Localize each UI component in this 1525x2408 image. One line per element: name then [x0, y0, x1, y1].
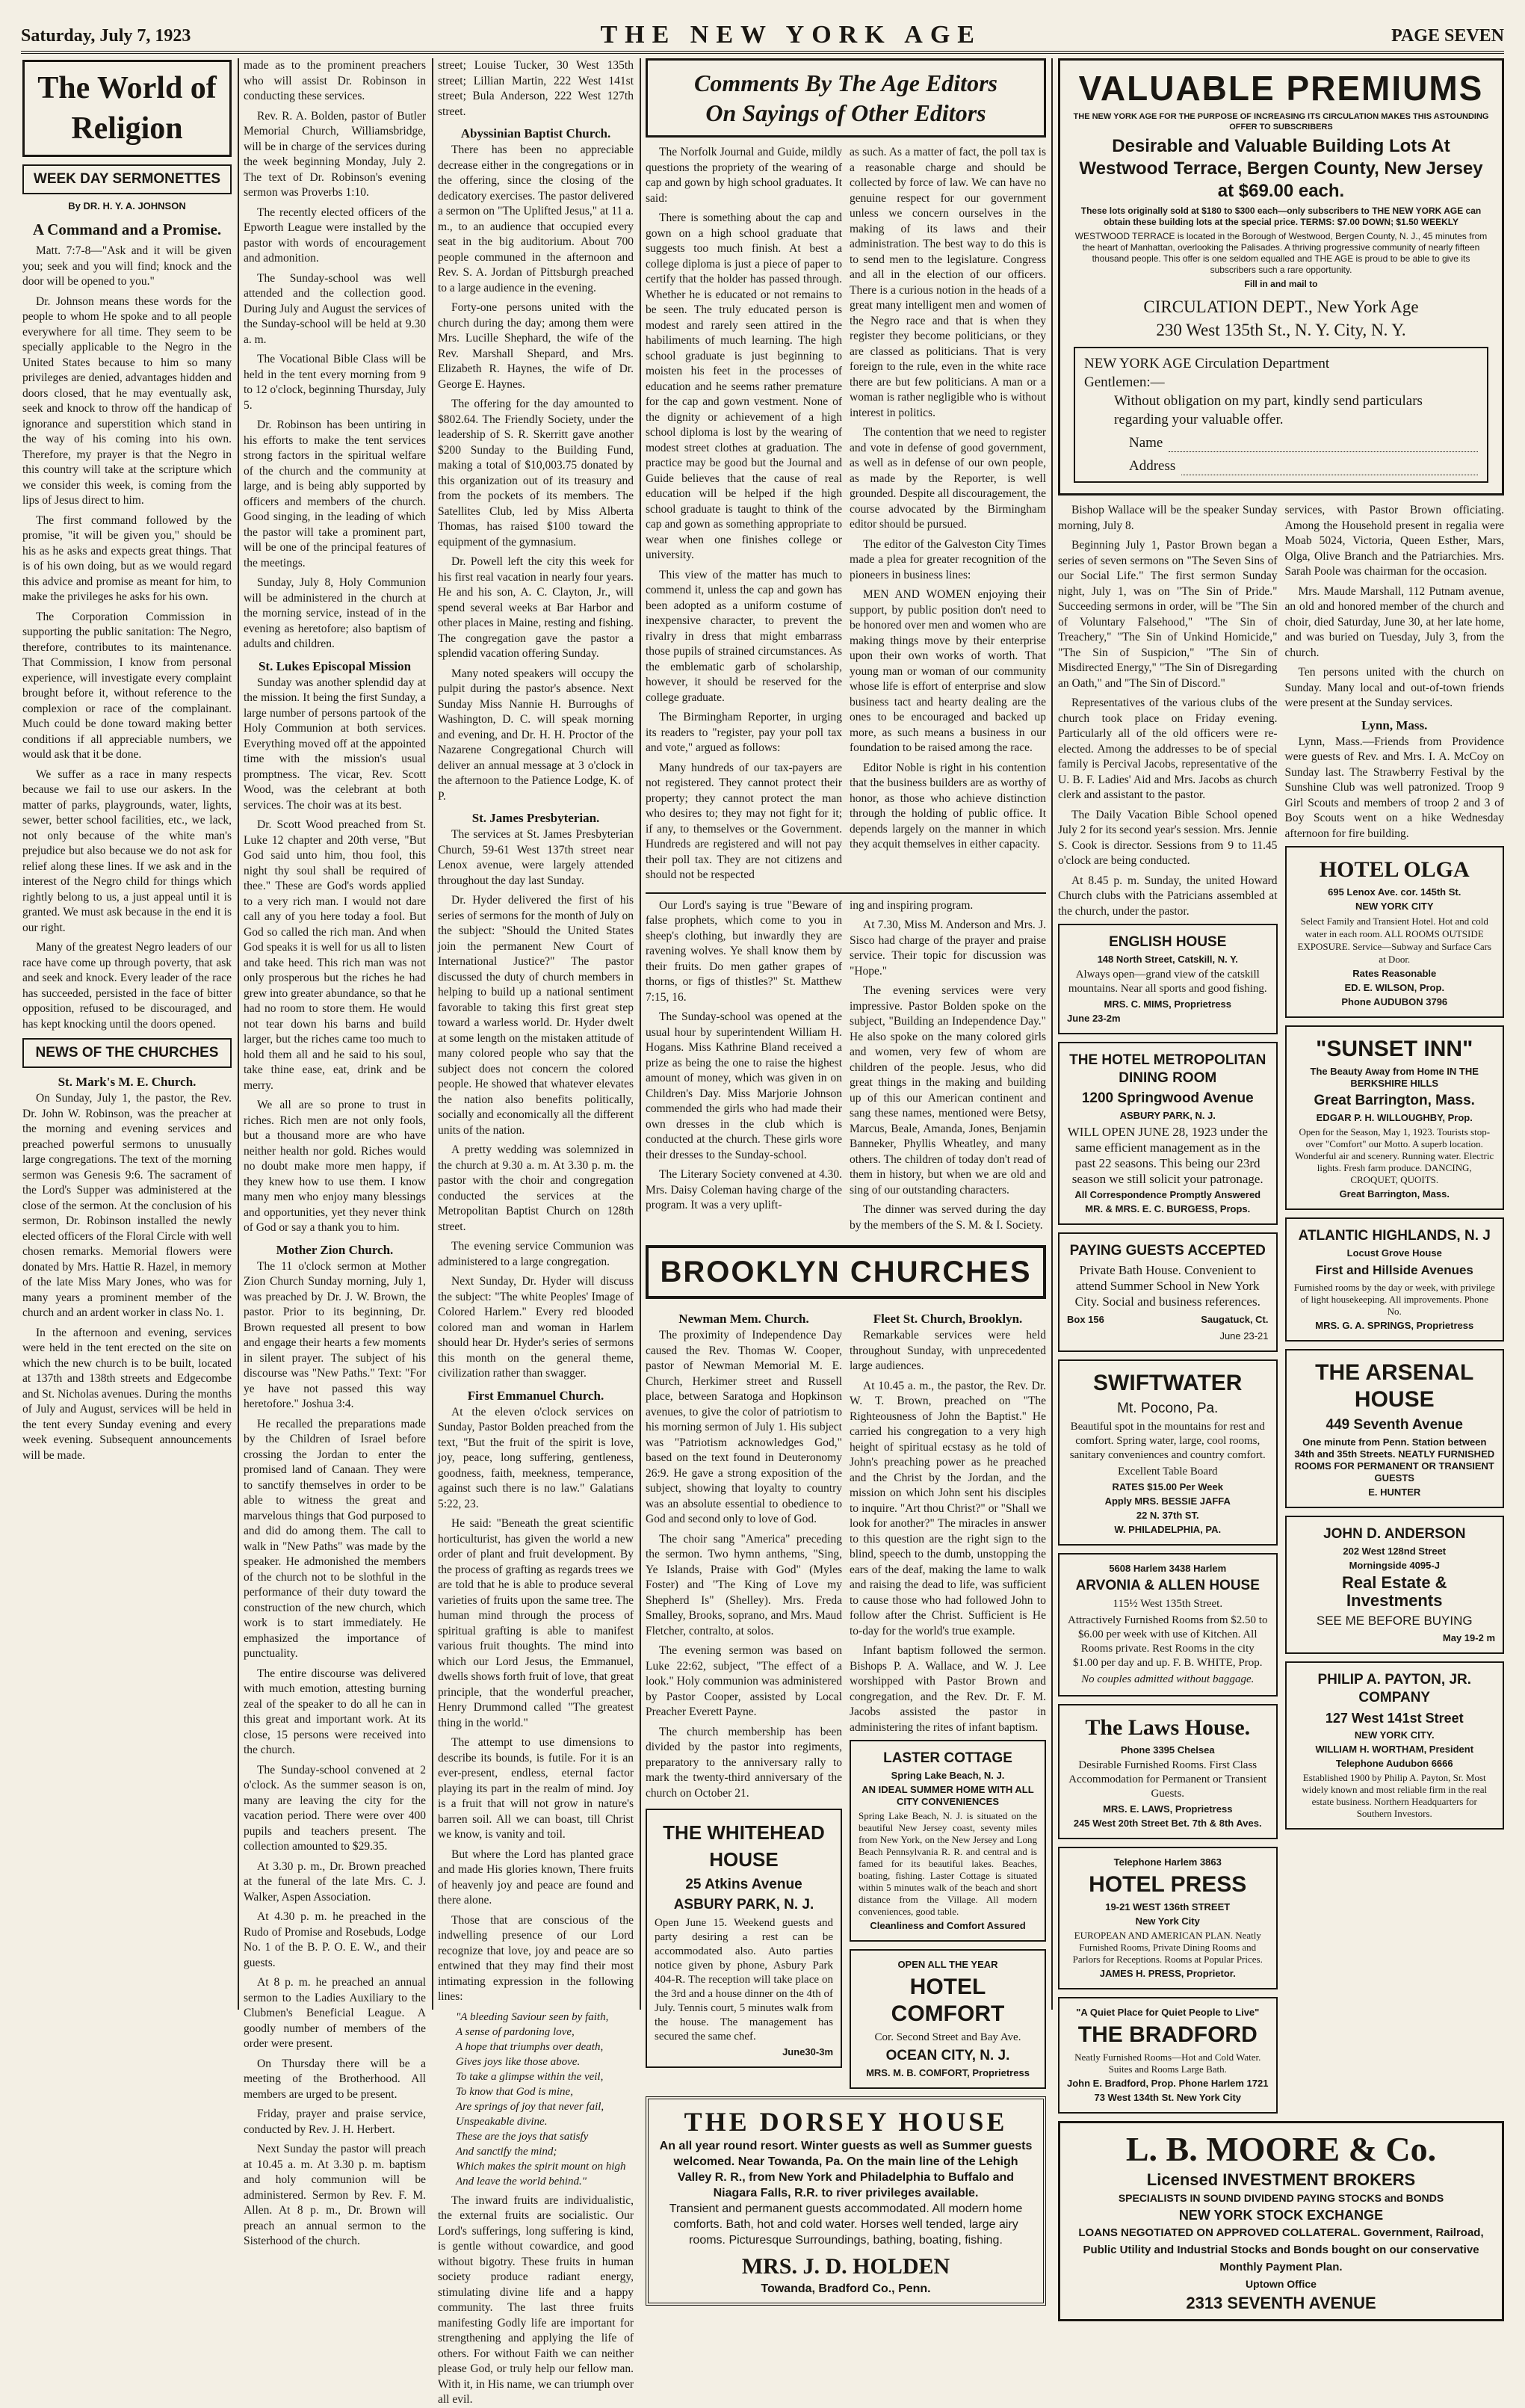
mother-zion-text: At 3.30 p. m., Dr. Brown preached at the funeral of the late Mrs. C. J. Walker, Aspen Association.: [244, 1859, 426, 1904]
first-emmanuel-text: The inward fruits are individualistic, the external fruits are socialistic. Our Lord's sufferings, long suffering is kind, is gentle without cowardice, and good without bigotry. These fruits in human society produce radiant energy, stimulating divine life and a happy community. The last three fruits manifesting Godly life are important for strengthening and applying the life of others. For without Faith we can neither please God, or truly help our fellow man. With it, in His name, we can triumph over all evil.: [438, 2194, 634, 2406]
church-news-text: Bishop Wallace will be the speaker Sunday morning, July 8.: [1058, 504, 1278, 532]
ad-body: Desirable Furnished Rooms. First Class Accommodation for Permanent or Transient Guests.: [1068, 1759, 1267, 1800]
ad-title: THE DORSEY HOUSE: [684, 2107, 1008, 2137]
ad-title: SWIFTWATER: [1093, 1371, 1243, 1395]
coupon-heading: NEW YORK AGE Circulation Department: [1084, 356, 1330, 371]
ad-specialty: SPECIALISTS IN SOUND DIVIDEND PAYING STOCKS and BONDS: [1118, 2192, 1444, 2204]
editorial-text: MEN AND WOMEN enjoying their support, by public position don't need to be honored over men and women who are making things move by their enterprise upon their own works of worth. That young man or woman of our community whose life is effort of enterprise and slow business tact and hearty dealing are the ones to be encouraged and backed up more, as such means a business in our foundation to be raised among the race.: [850, 588, 1046, 754]
verse-line: Unspeakable divine.: [456, 2115, 548, 2128]
emmanuel-continued: [646, 898, 1046, 1238]
abyssinian-text: The offering for the day amounted to $802.64. The Friendly Society, under the leadership of S. R. Skerritt gave another $200 Sunday to the Building Fund, making a total of $10,003.75 donated by this organization out of its treasury and from the pockets of its members. The Satellites Club, led by Miss Alberta Thomas, has raised $100 toward the equipment of the gymnasium.: [438, 398, 634, 549]
article-text: The evening services were very impressive. Pastor Bolden spoke on the subject, "Building an Independence Day." He also spoke on the many colored girls and women, very few of whom are children of the people. Jesus, who did great things in the making and building up of this our American continent and sang these names, mentioned were Betsy, Marcus, Beale, Amanda, Jones, Benjamin Banneker, Phyllis Wheatley, and many others. The children of today don't read of them in history, but when we are old and sing of our outstanding characters.: [850, 984, 1046, 1197]
article-text: The dinner was served during the day by the members of the S. M. & I. Society.: [850, 1203, 1046, 1232]
brooklyn-left: [646, 1305, 842, 2096]
verse-line: Gives joys like those above.: [456, 2055, 581, 2068]
page-number: PAGE SEVEN: [1391, 26, 1504, 46]
ads-left-column: [1058, 503, 1278, 2121]
verse-line: To know that God is mine,: [456, 2085, 573, 2098]
issue-date: Saturday, July 7, 1923: [21, 26, 191, 46]
fleet-text: Remarkable services were held throughout Sunday, with unprecedented large audiences.: [850, 1329, 1046, 1372]
hymn-verse: [456, 2010, 634, 2189]
ad-subtitle: Licensed INVESTMENT BROKERS: [1146, 2170, 1416, 2189]
article-text: The Literary Society convened at 4.30. Mrs. Daisy Coleman having charge of the program. It was a very uplift-: [646, 1168, 842, 1211]
ad-body: Open for the Season, May 1, 1923. Tourists stop-over "Comfort" our Motto. A superb location. Wonderful air and scenery. Running water. Electric lights. Fresh farm produce. DANCING, CROQUET, QUOITS.: [1295, 1126, 1494, 1185]
coupon-address-field[interactable]: [1181, 457, 1478, 475]
ad-address: 115½ West 135th Street.: [1113, 1598, 1223, 1610]
ad-body: EUROPEAN AND AMERICAN PLAN. Neatly Furnished Rooms, Private Dining Rooms and Parlors for Receptions. Rooms at Popular Prices.: [1072, 1930, 1263, 1965]
ad-arvonia-allen: [1058, 1553, 1278, 1697]
ad-proprietor: EDGAR P. H. WILLOUGHBY, Prop.: [1316, 1112, 1473, 1123]
st-marks-heading: St. Mark's M. E. Church.: [58, 1075, 197, 1089]
editorial-right: [850, 145, 1046, 888]
ad-city: NEW YORK CITY.: [1354, 1729, 1435, 1741]
ad-city: OCEAN CITY, N. J.: [885, 2048, 1010, 2063]
coupon-address-row: [1084, 457, 1478, 475]
ad-note: No couples admitted without baggage.: [1081, 1673, 1255, 1685]
ad-address: Great Barrington, Mass.: [1339, 1188, 1450, 1200]
newman-text: The choir sang "America" preceding the sermon. Two hymn anthems, "Sing, Ye Islands, Praise with God" (Myles Foster) and "The King of Love my Shepherd Is" (Shelley). Mrs. Freda Smalley, Brooks, soprano, and Mrs. Maud Fletcher, contralto, at solos.: [646, 1532, 842, 1637]
ad-title: LASTER COTTAGE: [883, 1750, 1012, 1766]
editorial-text: There is something about the cap and gown on a high school graduate that suggests too much finish. At best a college diploma is just a piece of paper to certify that the holder has passed through. Whether he is educated or not remains to be seen. The truly educated person is modest and rarely seen attired in the habiliments of much learning. The high school graduate is just beginning to moisten his feet in the processes of education and he seems rather premature for the cap and gown vestment. None of the dignity or achievement of a high school diploma is lost by the wearing of modest street clothes at graduation. The practice may be good but the Journal and Guide believes that the cause of real education will be helped if the high school graduate is taught to think of the cap and gown as something appropriate to wear when one finishes college or university.: [646, 212, 842, 561]
abyssinian-text: Many noted speakers will occupy the pulpit during the pastor's absence. Next Sunday Miss Nannie H. Burroughs of Washington, D. C. will speak morning and evening, and Dr. H. H. Proctor of the Nazarene Congregational Church will deliver an annual message at 3 o'clock in the afternoon to the Patience Lodge, K. of P.: [438, 667, 634, 803]
newman-text: The church membership has been divided by the pastor into regiments, preparatory to the anniversary rally to mark the twenty-third anniversary of the church on October 21.: [646, 1725, 842, 1800]
ad-proprietor: MRS. G. A. SPRINGS, Proprietress: [1315, 1320, 1474, 1331]
ad-title: THE WHITEHEAD HOUSE: [663, 1821, 825, 1871]
column-5: [1058, 58, 1504, 2312]
editorial-title-line: Comments By The Age Editors: [694, 70, 997, 96]
ad-proprietor: E. HUNTER: [1368, 1487, 1421, 1498]
sermon-paragraph: We suffer as a race in many respects because we fail to use our askers. In the matter of parks, playgrounds, water, lights, sewer, better school facilities, etc., we lack, not only because of the white man's prejudice but also because we do not ask for relief along these lines. If we ask and in the interest of the Negro child for things which rightly belong to us, a just appeal until it is granted. We must ask because in the end it is our right.: [22, 768, 232, 934]
ad-phone: Telephone Audubon 6666: [1335, 1758, 1453, 1769]
ad-city: Saugatuck, Ct.: [1201, 1314, 1269, 1325]
article-text: Sunday, July 8, Holy Communion will be administered in the church at the morning service, instead of in the evening as heretofore; also baptism of adults and children.: [244, 576, 426, 650]
ad-title: HOTEL PRESS: [1089, 1872, 1247, 1897]
subscription-coupon[interactable]: [1074, 347, 1488, 483]
st-marks-text: In the afternoon and evening, services were held in the tent erected on the site on which the new church is to be built, located at 137th and 138th streets and Edgecombe and St. Nicholas avenues. During the months of July and August, services will be held in the tent every Sunday evening and every week evening. Subsequent announcements will be made.: [22, 1326, 232, 1462]
ad-address: 245 West 20th Street Bet. 7th & 8th Aves.: [1073, 1818, 1262, 1829]
ad-dateline: May 19-2 m: [1442, 1632, 1495, 1643]
coupon-greeting: Gentlemen:—: [1084, 374, 1165, 390]
ad-body: Open June 15. Weekend guests and party desiring a rest can be accommodated also. Auto parties notice given by phone, Asbury Park 404-R. The reception will take place on the 3rd and a house dinner on the 4th of July. Tennis court, 5 minutes walk from the house. The management has secured the same chef.: [655, 1917, 833, 2043]
ad-city: ASBURY PARK, N. J.: [673, 1897, 814, 1912]
ad-address: First and Hillside Avenues: [1315, 1263, 1473, 1277]
fleet-text: At 10.45 a. m., the pastor, the Rev. Dr. W. T. Brown, preached on "The Righteousness of John the Baptist." He carried his congregation to a very high height of spiritual ecstasy as he told of John's preaching power as he preached and the Christ by the Jordan, and the mission on which John sent his disciples to inquire. "Art thou Christ?" or "Shall we look for another?" The miracles in answer to this question are the right sign to the blind, speech to the dumb, unstopping the ears of the deaf, making the lame to walk and raising the dead to life, was sufficient to cause those who had followed John to follow after the Christ. Sufficient is He to-day for the world's true example.: [850, 1379, 1046, 1637]
ad-proprietor: JAMES H. PRESS, Proprietor.: [1099, 1968, 1236, 1979]
ad-address: 127 West 141st Street: [1325, 1711, 1464, 1726]
mother-zion-text: At 8 p. m. he preached an annual sermon to the Ladies Auxiliary to the Clubmen's Beneficial League. A goodly number of members of the order were present.: [244, 1976, 426, 2050]
sermonettes-byline: By DR. H. Y. A. JOHNSON: [68, 200, 186, 212]
emmanuel-left: [646, 898, 842, 1238]
ad-caption: These lots originally sold at $180 to $300 each—only subscribers to THE NEW YORK AGE can obtain these building lots at the special price. TERMS: $7.00 DOWN; $1.50 WEEKLY: [1080, 206, 1482, 227]
st-james-text: The evening service Communion was administered to a large congregation.: [438, 1240, 634, 1268]
ad-circulation-address: 230 West 135th St., N. Y. City, N. Y.: [1156, 321, 1406, 339]
st-james-text: Next Sunday, Dr. Hyder will discuss the subject: "The white Peoples' Image of Colored Harlem." Every red blooded colored man and woman in Harlem should hear Dr. Hyder's series of sermons this month on the general theme, civilization rather than swagger.: [438, 1275, 634, 1380]
ad-title: PHILIP A. PAYTON, JR. COMPANY: [1317, 1672, 1472, 1705]
ad-bradford: [1058, 1997, 1278, 2114]
ad-dorsey-house: [646, 2096, 1046, 2306]
st-lukes-text: Sunday was another splendid day at the mission. It being the first Sunday, a large number of persons partook of the Holy Communion at both services. Everything moved off at the appointed time with the mission's usual promptness. The vicar, Rev. Scott Wood, was the celebrant at both services. The choir was at its best.: [244, 676, 426, 812]
ad-place: Spring Lake Beach, N. J.: [891, 1770, 1005, 1781]
ads-right-column: [1285, 503, 1505, 2121]
article-text: Rev. R. A. Bolden, pastor of Butler Memorial Church, Williamsbridge, will be in charge of the services during the week beginning Monday, July 2. The text of Dr. Robinson's evening sermon was Proverbs 1:10.: [244, 109, 426, 199]
ad-phone: Morningside 4095-J: [1349, 1560, 1440, 1571]
ad-proprietor: John E. Bradford, Prop. Phone Harlem 1721: [1067, 2078, 1269, 2089]
ad-dateline: June 23-2m: [1067, 1013, 1121, 1024]
emmanuel-right: [850, 898, 1046, 1238]
article-text: Our Lord's saying is true "Beware of false prophets, which come to you in sheep's clothing, but inwardly they are ravening wolves. Ye shall know them by their fruits. Do men gather grapes of thorns, or figs of thistles?" St. Matthew 7:15, 16.: [646, 898, 842, 1004]
column-3: [438, 58, 634, 2406]
ad-payton-company: [1285, 1661, 1505, 1830]
church-news-heading: NEWS OF THE CHURCHES: [22, 1038, 232, 1068]
divider: [646, 892, 1046, 894]
editorial-heading: [646, 58, 1046, 138]
newman-heading: Newman Mem. Church.: [678, 1312, 809, 1326]
ad-body: LOANS NEGOTIATED ON APPROVED COLLATERAL. Government, Railroad, Public Utility and Industrial Stocks and Bonds bought on our conservative Monthly Payment Plan.: [1078, 2226, 1484, 2273]
ad-footer: Cleanliness and Comfort Assured: [870, 1920, 1026, 1931]
verse-line: To take a glimpse within the veil,: [456, 2070, 604, 2083]
ad-title: PAYING GUESTS ACCEPTED: [1069, 1243, 1266, 1259]
fleet-heading: Fleet St. Church, Brooklyn.: [873, 1312, 1023, 1326]
ad-body: Attractively Furnished Rooms from $2.50 to $6.00 per week with use of Kitchen. All Rooms private. Rest Rooms in the city $1.00 per day and up. F. B. WHITE, Prop.: [1068, 1614, 1268, 1669]
editorial-text: The Norfolk Journal and Guide, mildly questions the propriety of the wearing of cap and gown by high school graduates. It said:: [646, 146, 842, 205]
ad-phone: Telephone Harlem 3863: [1113, 1856, 1222, 1868]
mother-zion-text: The Sunday-school convened at 2 o'clock. As the summer season is on, many are leaving the city for the vacation period. There were over 400 pupils and teachers present. The collection amounted to $29.35.: [244, 1763, 426, 1853]
mother-zion-text: He recalled the preparations made by the Children of Israel before crossing the Jordan to enter the promised land of Canaan. They were to sanctify themselves in order to be able to witness the great and marvelous things that God purposed to and did do among them. The call to walk in "New Paths" was made by the speaker. He admonished the members of the church not to be slothful in the performance of their duty toward the construction of the new church, which work is to start immediately. He emphasized the importance of punctuality.: [244, 1417, 426, 1660]
church-news-text: Mrs. Maude Marshall, 112 Putnam avenue, an old and honored member of the church and choir, died Saturday, June 30, at her late home, and was buried on Tuesday, July 3, from the church.: [1284, 584, 1504, 659]
st-james-heading: St. James Presbyterian.: [471, 811, 600, 825]
ad-address: Cor. Second Street and Bay Ave.: [874, 2031, 1021, 2043]
ad-phones: 5608 Harlem 3438 Harlem: [1109, 1563, 1227, 1574]
article-text: The Sunday-school was well attended and the collection good. During July and August the services of the Sunday-school will be held at 9.30 a. m.: [244, 271, 426, 346]
ad-apply: Apply MRS. BESSIE JAFFA: [1104, 1495, 1231, 1507]
ads-lower: [1058, 503, 1504, 2121]
church-news-text: At 8.45 p. m. Sunday, the united Howard Church clubs with the Patricians assembled at the church, under the pastor.: [1058, 874, 1278, 918]
article-text: The recently elected officers of the Epworth League were installed by the pastor with words of encouragement and admonition.: [244, 206, 426, 265]
ad-circulation: CIRCULATION DEPT., New York Age: [1143, 297, 1419, 316]
ad-office: Uptown Office: [1246, 2278, 1317, 2290]
sermon-paragraph: Matt. 7:7-8—"Ask and it will be given you; seek and you will find; knock and the door will be opened to you.": [22, 244, 232, 288]
ad-title: "SUNSET INN": [1316, 1037, 1473, 1061]
first-emmanuel-heading: First Emmanuel Church.: [467, 1388, 604, 1403]
church-news-text: Representatives of the various clubs of the church took place on Friday evening. Particularly all of the old officers were re-elected. Among the addresses to be of special family is Percival Jacobs, representative of the U. B. F. Ladies' Aid and Mrs. Jacobs as church clerk and assistant to the pastor.: [1058, 697, 1278, 801]
ad-address: 2313 SEVENTH AVENUE: [1186, 2294, 1376, 2312]
brooklyn-columns: [646, 1305, 1046, 2096]
ad-proprietor: ED. E. WILSON, Prop.: [1344, 982, 1445, 993]
verse-line: "A bleeding Saviour seen by faith,: [456, 2010, 609, 2023]
ad-city: New York City: [1135, 1915, 1200, 1927]
first-emmanuel-text: He said: "Beneath the great scientific horticulturist, has given the world a new order of plant and fruit development. By the process of grafting as regards trees we are told that he is able to produce several varieties of fruits upon the same tree. The human mind through the process of spiritual grafting is able to manifest various fruit thoughts. The mind into which our Lord Jesus, the Emmanuel, dwells shows forth fruit of love, that great principle, that the wonderful preacher, Henry Drummond called "The greatest thing in the world.": [438, 1517, 634, 1729]
ad-city: Great Barrington, Mass.: [1314, 1093, 1475, 1108]
masthead: [21, 10, 1504, 54]
newspaper-title: THE NEW YORK AGE: [600, 21, 982, 49]
ad-body: One minute from Penn. Station between 34th and 35th Streets. NEATLY FURNISHED ROOMS FOR PERMANENT OR TRANSIENT GUESTS: [1294, 1436, 1495, 1484]
verse-line: A sense of pardoning love,: [456, 2025, 575, 2038]
editorial-text: The contention that we need to register and vote in defense of good government, as well as in defense of our own people, as made by the Reporter, is well grounded. Despite all discouragement, the course advocated by the Birmingham editor should be pursued.: [850, 426, 1046, 531]
first-emmanuel-text: Those that are conscious of the indwelling presence of our Lord recognize that love, joy and peace are so entwined that they may find their most intimating expression in the following lines:: [438, 1913, 634, 2003]
column-rule: [640, 58, 641, 2010]
ad-dateline: June30-3m: [782, 2046, 833, 2057]
coupon-body: Without obligation on my part, kindly send particulars regarding your valuable offer.: [1114, 393, 1423, 427]
abyssinian-text: Dr. Powell left the city this week for his first real vacation in nearly four years. He and his son, A. C. Clayton, Jr., will spend several weeks at Bar Harbor and other places in Maine, resting and fishing. The congregation gave the pastor a splendid vacation offering Sunday.: [438, 555, 634, 660]
ad-body: Established 1900 by Philip A. Payton, Sr. Most widely known and most reliable firm in the real estate business. Northern Headquarters for Southern Investors.: [1302, 1772, 1488, 1819]
newman-text: The proximity of Independence Day caused the Rev. Thomas W. Cooper, pastor of Newman Memorial M. E. Church, Herkimer street and Russell place, between Saratoga and Hopkinson avenues, to give the color of patriotism to his morning sermon of July 1. His subject was "Patriotism acknowledges God," based on the text found in Deuteronomy 26:9. He gave a strong exposition of the subject, showing that loyalty to country was an absolute essential to obedience to God and second only to love of God.: [646, 1329, 842, 1525]
church-news-text: Beginning July 1, Pastor Brown began a series of seven sermons on "The Seven Sins of our Social Life." The first sermon Sunday night, July 1, was on "The Sin of Pride." Succeeding sermons in order, will be "The Sin of Voluntary Falsehood," "The Sin of Treachery," "The Sin of Unkind Homicide," "The Sin of Suspicion," "The Sin of Misdirected Energy," "The Sin of Disregarding an Oath," and "The Sin of Discord.": [1058, 539, 1278, 690]
sermonettes-heading: WEEK DAY SERMONETTES: [22, 164, 232, 194]
ad-body: An all year round resort. Winter guests as well as Summer guests welcomed. Near Towanda, Pa. On the main line of the Lehigh Valley R. R., from New York and Philadelphia to Buffalo and Niagara Falls, R.R. to river privileges available.: [659, 2140, 1033, 2199]
article-text: The Sunday-school was opened at the usual hour by superintendent William H. Hogans. Miss Kathrine Bland received a prize as being the one to raise the highest amount of money, which was given in on Children's Day. Miss Marjorie Johnson commended the girls who had made their own dresses in the club which is conducted at the church. These girls wore their dresses to the Sunday-school.: [646, 1010, 842, 1161]
ad-footer: Towanda, Bradford Co., Penn.: [761, 2282, 931, 2295]
editorial-columns: [646, 145, 1046, 888]
editorial-title-line: On Sayings of Other Editors: [705, 99, 986, 126]
ad-title: THE HOTEL METROPOLITAN DINING ROOM: [1069, 1052, 1266, 1086]
column-2: [244, 58, 426, 2247]
ad-body: Spring Lake Beach, N. J. is situated on the beautiful New Jersey coast, seventy miles from New York, on the New Jersey and Long Beach Pennsylvania R. R. and central and is famed for its beautiful lakes. Beaches, boating, fishing. Laster Cottage is situated within 5 minutes walk of the beach and short distance from the Village. All modern conveniences, good table.: [859, 1810, 1037, 1917]
column-1: [22, 58, 232, 2009]
ad-address: 25 Atkins Avenue: [685, 1877, 802, 1892]
verse-line: These are the joys that satisfy: [456, 2130, 589, 2143]
ad-hotel-press: [1058, 1847, 1278, 1989]
mother-zion-text: The 11 o'clock sermon at Mother Zion Church Sunday morning, July 1, was preached by Dr. J. W. Brown, the pastor. Prior to its beginning, Dr. Brown requested all present to bow and engage their hearts a few moments in silent prayer. The subject of his discourse was "New Paths." Text: "For ye have not passed this way heretofore." Joshua 3:4.: [244, 1259, 426, 1410]
first-emmanuel-text: At the eleven o'clock services on Sunday, Pastor Bolden preached from the text, "But the fruit of the spirit is love, joy, peace, long suffering, gentleness, goodness, faith, meekness, temperance, against such there is no law." Galatians 5:22, 23.: [438, 1405, 634, 1510]
st-lukes-text: Dr. Scott Wood preached from St. Luke 12 chapter and 20th verse, "But God said unto him, thou fool, this night thy soul shall be required of thee." These are God's words applied to a very rich man. I would not dare call any of you here today a fool. But God so called the rich man. And when God speaks it is well for us all to listen and take heed. This rich man was not only prosperous but the riches he had grew into greater abundance, so that he had no room to store them. He would not tear down his barns and build larger, but the riches came too much to hold them all and he said to his soul, take thine ease, eat, drink and be merry.: [244, 818, 426, 1092]
fleet-text: Infant baptism followed the sermon. Bishops P. A. Wallace, and W. J. Lee worshipped with Pastor Brown and congregation, and the Rev. Dr. F. M. Jacobs assisted the pastor in administering the rites of infant baptism.: [850, 1644, 1046, 1734]
ad-address: 22 N. 37th ST.: [1136, 1510, 1199, 1521]
brooklyn-churches-heading: BROOKLYN CHURCHES: [646, 1245, 1046, 1299]
st-james-text: Dr. Hyder delivered the first of his series of sermons for the month of July on the subject: "Should the United States join the permanent New Court of International Justice?" The pastor discussed the duty of church members in helping to build up a national sentiment favorable to taking this first great step toward a warless world. Dr. Hyder dwelt at some length on the mistaken attitude of many colored people who say that the subject does not concern the colored people. He showed that whatever elevates the nation also benefits politically, socially and economically all the different units of the nation.: [438, 894, 634, 1137]
ad-title: JOHN D. ANDERSON: [1323, 1526, 1466, 1542]
st-james-text: A pretty wedding was solemnized in the church at 9.30 a. m. At 3.30 p. m. the pastor with the choir and congregation conducted the services at the Metropolitan Baptist Church on 128th street.: [438, 1143, 634, 1233]
ad-body: Always open—grand view of the catskill mountains. Near all sports and good fishing.: [1068, 969, 1267, 995]
ad-swiftwater: [1058, 1359, 1278, 1546]
first-emmanuel-text: But where the Lord has planted grace and made His glories known, There fruits of heavenly joy and peace are found and there alone.: [438, 1847, 634, 1907]
mother-zion-text: Friday, prayer and praise service, conducted by Rev. J. H. Herbert.: [244, 2108, 426, 2136]
ad-laws-house: [1058, 1704, 1278, 1839]
ad-laster-cottage: [850, 1740, 1046, 1942]
ad-body: Furnished rooms by the day or week, with privilege of light housekeeping. All improvements. Phone No.: [1293, 1282, 1495, 1317]
article-text: made as to the prominent preachers who will assist Dr. Robinson in conducting these services.: [244, 59, 426, 102]
ad-rates: Rates Reasonable: [1352, 968, 1437, 979]
verse-line: And leave the world behind.": [456, 2175, 587, 2188]
ad-address: 695 Lenox Ave. cor. 145th St.: [1328, 886, 1461, 898]
abyssinian-text: Forty-one persons united with the church during the day; among them were Mrs. Lucille Shephard, the wife of the Rev. Marshall Shepard, and Mrs. Elizabeth R. Haynes, the wife of Dr. George E. Haynes.: [438, 301, 634, 391]
church-news-text: Ten persons united with the church on Sunday. Many local and out-of-town friends were present at the Sunday services.: [1284, 666, 1504, 709]
sermon-paragraph: The Corporation Commission in supporting the public sanitation: The Negro, therefore, contributes to its maintenance. That Commission, I know from personal experience, will investigate every complaint brought before it, without reference to the complexion or race of the complainant. Much could be done toward making better conditions if all appreciable numbers, we would ask that it be done.: [22, 610, 232, 761]
editorial-text: Many hundreds of our tax-payers are not registered. They cannot protect their property; they cannot protect the man who desires to; they may not fight for it; if any, to themselves or the Government. Hundreds are registered and will not pay their poll tax. They are not citizens and should not be respected: [646, 761, 842, 881]
sermon-paragraph: The first command followed by the promise, "it will be given you," should be his as he asks and expects great things. That is of his own doing, but as we would regard this advice and promise as meant for him, to make the privileges he asks for his own.: [22, 513, 232, 603]
ad-hotel-metropolitan: [1058, 1042, 1278, 1225]
ad-caption: THE NEW YORK AGE FOR THE PURPOSE OF INCREASING ITS CIRCULATION MAKES THIS ASTOUNDING OFFER TO SUBSCRIBERS: [1073, 112, 1489, 132]
ad-paying-guests: [1058, 1232, 1278, 1352]
ad-address: 148 North Street, Catskill, N. Y.: [1097, 954, 1238, 965]
abyssinian-text: There has been no appreciable decrease either in the congregations or in the offering, since the closing of the dedicatory exercises. The pastor delivered a sermon on "The Uplifted Jesus," at 11 a. m., to an audience that occupied every seat in the big auditorium. About 700 people communed in the afternoon and Rev. S. A. Jordan of Pittsburgh preached to a large audience in the evening.: [438, 143, 634, 294]
brooklyn-right: [850, 1305, 1046, 2096]
ad-address: 449 Seventh Avenue: [1326, 1417, 1463, 1433]
ad-proprietor: MRS. M. B. COMFORT, Proprietress: [866, 2067, 1030, 2078]
ad-title: HOTEL COMFORT: [891, 1975, 1005, 2026]
first-emmanuel-text: The attempt to use dimensions to describe its bounds, is futile. For it is an ever-present, endless, eternal factor playing its part in the realm of mind. Joy is a fruit that will not grow in nature's barren soil. All we can boast, till Christ we know, is vanity and toil.: [438, 1736, 634, 1841]
ad-box: Box 156: [1067, 1314, 1104, 1325]
column-rule: [1051, 58, 1053, 2010]
ad-tagline: SEE ME BEFORE BUYING: [1316, 1614, 1473, 1628]
article-text: The Vocational Bible Class will be held in the tent every morning from 9 to 12 o'clock, beginning Thursday, July 5.: [244, 353, 426, 412]
ad-president: WILLIAM H. WORTHAM, President: [1315, 1744, 1474, 1755]
religion-section-title: The World of Religion: [22, 60, 232, 157]
st-lukes-text: We all are so prone to trust in riches. Rich men are not only fools, but a thousand more are who have neither health nor gold. Riches would no doubt make more men happy, if they knew how to use them. I know many men who enjoy many blessings and opportunities, yet they never think of God or say a thank you to him.: [244, 1099, 426, 1234]
article-text: Dr. Robinson has been untiring in his efforts to make the tent services strong factors in the spiritual welfare of the church and the community at large, and is being ably supported by officers and members of the church. Good singing, in the leading of which the pastor will take a prominent part, will be one of the principal features of the meetings.: [244, 419, 426, 569]
church-news-text: services, with Pastor Brown officiating. Among the Household present in regalia were Moab 5024, Victoria, Queen Esther, Mars, Olga, Olive Branch and the Patriarchies. Mrs. Sarah Poole was chairman for the occasion.: [1284, 504, 1504, 578]
ad-title: ATLANTIC HIGHLANDS, N. J: [1298, 1228, 1491, 1244]
st-marks-text: On Sunday, July 1, the pastor, the Rev. Dr. John W. Robinson, was the preacher at the morning and evening services and preached powerful sermons to unusually large congregations. The text of the morning sermon was Genesis 9:6. The sacrament of the Lord's Supper was administered at the close of the sermon. At the conclusion of his sermon, Dr. Robinson installed the newly elected officers of the Floral Circle with well chosen remarks. Memorial flowers were donated by Mrs. Hattie R. Hazel, in memory of the late Miss Mary Jones, who was for many years a prominent member of the church and an ardent worker in class No. 1.: [22, 1092, 232, 1319]
ad-caption: WESTWOOD TERRACE is located in the Borough of Westwood, Bergen County, N. J., 45 minutes from the heart of Manhattan, overlooking the Palisades. A thriving progressive community of nearly fifteen thousand people. This offer is one seldom equalled and THE AGE is proud to be able to give its subscribers such a rare opportunity.: [1074, 231, 1488, 275]
ad-business: Real Estate & Investments: [1341, 1573, 1447, 1610]
verse-line: A hope that triumphs over death,: [456, 2040, 604, 2053]
verse-line: And sanctify the mind;: [456, 2145, 557, 2158]
ad-open-notice: OPEN ALL THE YEAR: [897, 1959, 998, 1970]
ad-address: 202 West 128nd Street: [1343, 1546, 1447, 1557]
ad-valuable-premiums: [1058, 58, 1504, 496]
coupon-name-label: Name: [1129, 435, 1163, 451]
ad-atlantic-highlands: [1285, 1217, 1505, 1342]
coupon-address-label: Address: [1129, 458, 1176, 474]
ad-rates: RATES $15.00 Per Week: [1112, 1481, 1223, 1492]
sermon-heading: A Command and a Promise.: [32, 220, 222, 238]
editorial-text: The Birmingham Reporter, in urging its readers to "register, pay your poll tax and vote," argued as follows:: [646, 711, 842, 754]
article-text: At 7.30, Miss M. Anderson and Mrs. J. Sisco had charge of the prayer and praise service. Their topic for discussion was "Hope.": [850, 919, 1046, 978]
sermon-paragraph: Many of the greatest Negro leaders of our race have come up through poverty, that ask and seek and knock. Every leader of the race has succeeded, persisted in the face of bitter opposition, refused to be discouraged, and has kept knocking until the doors opened.: [22, 941, 232, 1031]
ad-arsenal-house: [1285, 1349, 1505, 1508]
ad-hotel-comfort: [850, 1949, 1046, 2089]
ad-title: L. B. MOORE & Co.: [1125, 2130, 1437, 2168]
ad-city: W. PHILADELPHIA, PA.: [1114, 1524, 1222, 1535]
church-news-text: The Daily Vacation Bible School opened July 2 for its second year's session. Mrs. Jennie S. Cook is director. Sessions from 9 to 11.45 o'clock are being conducted.: [1058, 808, 1278, 867]
ad-address: 19-21 WEST 136th STREET: [1105, 1901, 1231, 1912]
article-text: street; Louise Tucker, 30 West 135th street; Lillian Martin, 222 West 141st street; Bula Anderson, 222 West 127th street.: [438, 59, 634, 118]
ad-title: ENGLISH HOUSE: [1109, 934, 1227, 950]
editorial-text: The editor of the Galveston City Times made a plea for greater recognition of the pioneers in business lines:: [850, 537, 1046, 581]
verse-line: Which makes the spirit mount on high: [456, 2160, 626, 2173]
mother-zion-text: The entire discourse was delivered with much emotion, attesting burning zeal of the speaker to do all he can in this great and important work. At its close, 15 persons were received into the church.: [244, 1667, 426, 1756]
ad-sunset-inn: [1285, 1025, 1505, 1210]
mother-zion-heading: Mother Zion Church.: [276, 1242, 394, 1257]
ad-body: Neatly Furnished Rooms—Hot and Cold Water. Suites and Rooms Large Bath.: [1074, 2052, 1261, 2075]
ad-body: WILL OPEN JUNE 28, 1923 under the same efficient management as in the past 22 seasons. This being our 23rd season we still solicit your patronage.: [1067, 1125, 1268, 1186]
ad-phone: Phone 3395 Chelsea: [1120, 1744, 1215, 1756]
newman-text: The evening sermon was based on Luke 22:62, subject, "The effect of a look." Holy communion was administered by Pastor Cooper, assisted by Local Preacher Everett Payne.: [646, 1644, 842, 1718]
ad-tagline: AN IDEAL SUMMER HOME WITH ALL CITY CONVENIENCES: [862, 1784, 1034, 1807]
mother-zion-text: At 4.30 p. m. he preached in the Rudo of Promise and Rosebuds, Lodge No. 1 of the B. P. O. E. W., and their guests.: [244, 1910, 426, 1969]
st-lukes-heading: St. Lukes Episcopal Mission: [258, 658, 412, 673]
ad-phone: Phone AUDUBON 3796: [1341, 996, 1448, 1007]
st-james-text: The services at St. James Presbyterian Church, 59-61 West 137th street near Lenox avenue, were largely attended throughout the day last Sunday.: [438, 828, 634, 887]
ad-body: Select Family and Transient Hotel. Hot and cold water in each room. ALL ROOMS OUTSIDE EXPOSURE. Service—Subway and Surface Cars at Door.: [1297, 916, 1492, 965]
ad-exchange: NEW YORK STOCK EXCHANGE: [1178, 2208, 1384, 2223]
ad-proprietor: MRS. C. MIMS, Proprietress: [1104, 998, 1231, 1010]
ad-place: Mt. Pocono, Pa.: [1117, 1401, 1219, 1416]
ad-body: Beautiful spot in the mountains for rest and comfort. Spring water, large, cool rooms, sanitary conveniences and country comfort.: [1069, 1421, 1266, 1461]
ad-title: VALUABLE PREMIUMS: [1078, 69, 1484, 108]
coupon-name-row: [1084, 433, 1478, 452]
ad-tagline: The Beauty Away from Home IN THE BERKSHIRE HILLS: [1310, 1066, 1479, 1089]
article-text: ing and inspiring program.: [850, 898, 974, 912]
lynn-heading: Lynn, Mass.: [1361, 717, 1428, 732]
ad-lb-moore: [1058, 2121, 1504, 2321]
editorial-text: as such. As a matter of fact, the poll tax is a reasonable charge and should be collected by force of law. We can have no genuine respect for our government unless we concern ourselves in the making of its laws and their administration. The best way to do this is to send men to the legislature. Congress and all in the election of our officers. There is a curious notion in the heads of a great many intelligent men and women of the Negro race and that is when they register they become politicians, or they are classed as politicians. That is very foreign to the rule, even in the white race there are but few politicians. A man or a woman is rather negligible who is without interest in politics.: [850, 146, 1046, 419]
ad-john-anderson: [1285, 1516, 1505, 1654]
ad-subtitle: Locust Grove House: [1346, 1247, 1442, 1259]
ad-title: HOTEL OLGA: [1319, 857, 1470, 882]
editorial-text: Editor Noble is right in his contention that the business builders are as worthy of honor, as those who achieve distinction through the holding of public office. It depends largely on the manner in which they acquit themselves in either capacity.: [850, 761, 1046, 850]
ad-address: 73 West 134th St. New York City: [1094, 2092, 1242, 2103]
ad-proprietor: MR. & MRS. E. C. BURGESS, Props.: [1085, 1203, 1251, 1214]
coupon-name-field[interactable]: [1169, 433, 1478, 452]
abyssinian-heading: Abyssinian Baptist Church.: [460, 126, 611, 141]
sermon-paragraph: Dr. Johnson means these words for the people to whom He spoke and to all people everywhere for all time. They seem to be specially applicable to the Negro in the United States because to him so many privileges are denied, advantages hidden and doors closed, that he may eventually ask, seek and knock to throw off the handicap of ignorance and superstition which stand in the way of his coming into his own. Therefore, my prayer is that the Negro in this country will take at the scripture which we consider this week, is coming from the lips of Jesus direct to him.: [22, 294, 232, 507]
ad-title: ARVONIA & ALLEN HOUSE: [1075, 1578, 1260, 1593]
mother-zion-text: On Thursday there will be a meeting of the Brotherhood. All members are urged to be present.: [244, 2057, 426, 2101]
ad-headline: Desirable and Valuable Building Lots At Westwood Terrace, Bergen County, New Jersey at $69.00 each.: [1079, 136, 1483, 201]
ad-title: The Laws House.: [1085, 1715, 1251, 1740]
ad-title: THE ARSENAL HOUSE: [1315, 1360, 1474, 1412]
ad-note: All Correspondence Promptly Answered: [1074, 1189, 1261, 1200]
ad-hotel-olga: [1285, 846, 1505, 1018]
ad-footer-row: [1067, 1312, 1269, 1328]
ad-tagline: "A Quiet Place for Quiet People to Live": [1076, 2007, 1260, 2018]
ad-proprietor: MRS. E. LAWS, Proprietress: [1103, 1803, 1233, 1815]
lynn-text: Lynn, Mass.—Friends from Providence were guests of Rev. and Mrs. I. A. McCoy on Sunday last. The Strawberry Festival by the Sunshine Club was well patronized. Troop 9 Girl Scouts and members of troop 2 and 3 of Boy Scouts went on a hike Wednesday afternoon for fire building.: [1284, 735, 1504, 840]
ad-whitehead-house: [646, 1809, 842, 2068]
ad-caption: Fill in and mail to: [1244, 279, 1318, 289]
ad-city: ASBURY PARK, N. J.: [1119, 1110, 1216, 1121]
ad-english-house: [1058, 924, 1278, 1034]
column-4: [646, 58, 1046, 2295]
ad-title: THE BRADFORD: [1077, 2022, 1258, 2047]
ad-city: NEW YORK CITY: [1355, 901, 1434, 912]
ad-proprietor: MRS. J. D. HOLDEN: [741, 2254, 950, 2279]
mother-zion-text: Next Sunday the pastor will preach at 10.45 a. m. At 3.30 p. m. baptism and holy communion will be administered. Sermon by Rev. F. M. Allen. At 8 p. m., Dr. Brown will preach an annual sermon to the Sisterhood of the church.: [244, 2143, 426, 2247]
ad-dateline: June 23-21: [1219, 1330, 1269, 1342]
editorial-text: This view of the matter has much to commend it, unless the cap and gown has been adopted as a uniform costume of inexpensive character, to prevent the rivalry in dress that might embarrass those pupils of strained circumstances. As the emblematic garb of scholarship, however, it should be reserved for the college graduate.: [646, 568, 842, 704]
ad-address: 1200 Springwood Avenue: [1081, 1090, 1254, 1106]
ad-body: Transient and permanent guests accommodated. All modern home comforts. Bath, hot and cold water. Horses well tended, large airy rooms. Picturesque Surroundings, bathing, boating, fishing.: [669, 2202, 1023, 2247]
column-rule: [432, 58, 433, 2010]
editorial-left: [646, 145, 842, 888]
column-rule: [238, 58, 239, 2010]
verse-line: Are springs of joy that never fail,: [456, 2100, 604, 2113]
ad-table: Excellent Table Board: [1117, 1466, 1218, 1478]
ad-body: Private Bath House. Convenient to attend Summer School in New York City. Social and business references.: [1074, 1263, 1260, 1309]
